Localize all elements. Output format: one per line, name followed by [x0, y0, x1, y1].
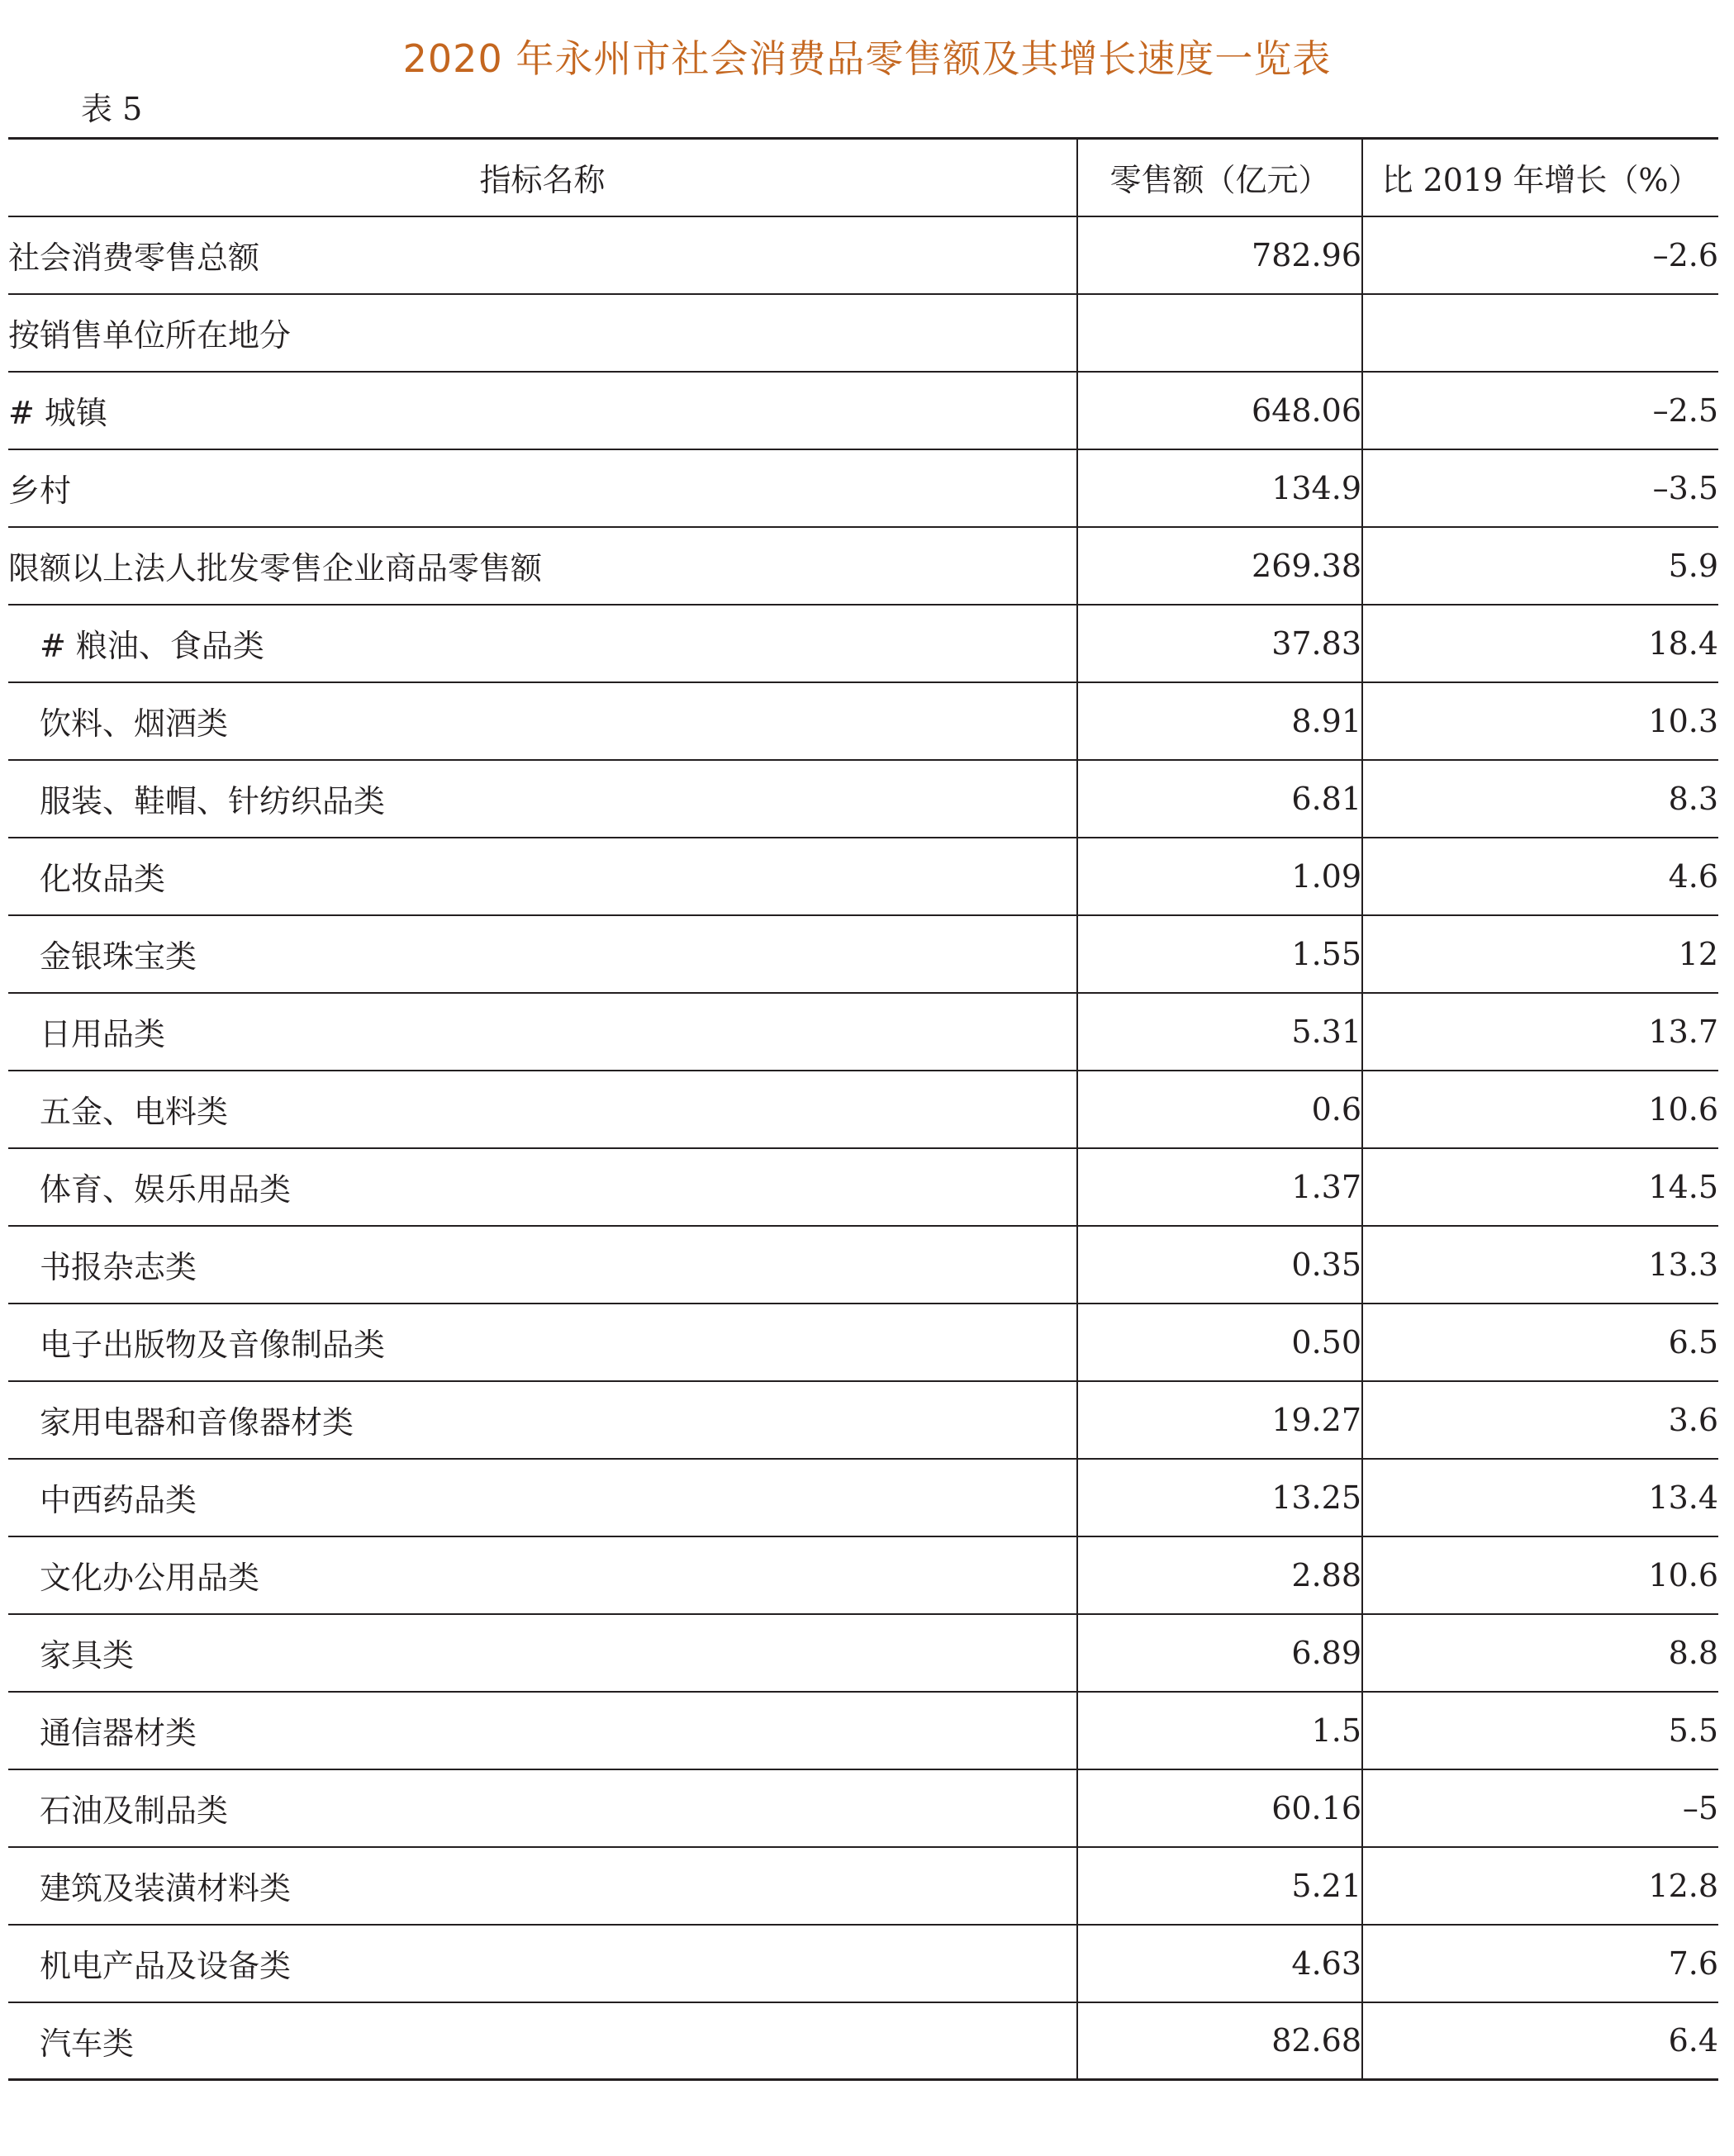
row-growth: 14.5: [1362, 1148, 1718, 1226]
row-retail: 82.68: [1077, 2002, 1362, 2080]
row-retail: 5.21: [1077, 1847, 1362, 1925]
row-name: 石油及制品类: [8, 1769, 1077, 1847]
row-name: # 城镇: [8, 372, 1077, 449]
row-growth: 7.6: [1362, 1925, 1718, 2002]
row-retail: 1.5: [1077, 1692, 1362, 1769]
row-name: 家具类: [8, 1614, 1077, 1692]
row-name: # 粮油、食品类: [8, 605, 1077, 682]
table-row: [8, 527, 1718, 605]
table-row: [8, 372, 1718, 449]
row-growth: 8.3: [1362, 760, 1718, 838]
row-growth: –2.6: [1362, 216, 1718, 294]
row-retail: 1.37: [1077, 1148, 1362, 1226]
header-indicator-name: 指标名称: [8, 139, 1077, 216]
table-row: [8, 682, 1718, 760]
row-retail: 5.31: [1077, 993, 1362, 1071]
row-growth: 4.6: [1362, 838, 1718, 915]
row-retail: 269.38: [1077, 527, 1362, 605]
row-growth: 5.9: [1362, 527, 1718, 605]
row-retail: 0.50: [1077, 1304, 1362, 1381]
row-name: 中西药品类: [8, 1459, 1077, 1536]
table-row: [8, 838, 1718, 915]
table-row: [8, 1692, 1718, 1769]
row-name: 机电产品及设备类: [8, 1925, 1077, 2002]
row-growth: 10.6: [1362, 1071, 1718, 1148]
header-growth-rate: 比 2019 年增长（%）: [1362, 139, 1718, 216]
row-growth: 10.6: [1362, 1536, 1718, 1614]
row-retail: 60.16: [1077, 1769, 1362, 1847]
row-name: 书报杂志类: [8, 1226, 1077, 1304]
row-retail: 782.96: [1077, 216, 1362, 294]
row-name: 家用电器和音像器材类: [8, 1381, 1077, 1459]
row-growth: 6.4: [1362, 2002, 1718, 2080]
row-growth: [1362, 294, 1718, 372]
row-name: 社会消费零售总额: [8, 216, 1077, 294]
row-growth: 10.3: [1362, 682, 1718, 760]
row-retail: 8.91: [1077, 682, 1362, 760]
row-retail: 13.25: [1077, 1459, 1362, 1536]
row-name: 日用品类: [8, 993, 1077, 1071]
row-name: 饮料、烟酒类: [8, 682, 1077, 760]
row-retail: [1077, 294, 1362, 372]
row-name: 按销售单位所在地分: [8, 294, 1077, 372]
row-growth: 12.8: [1362, 1847, 1718, 1925]
row-retail: 648.06: [1077, 372, 1362, 449]
retail-sales-table: [8, 137, 1718, 2081]
page-title: 2020 年永州市社会消费品零售额及其增长速度一览表: [402, 36, 1332, 81]
row-growth: 18.4: [1362, 605, 1718, 682]
row-name: 五金、电料类: [8, 1071, 1077, 1148]
table-label: 表 5: [81, 91, 143, 127]
row-growth: 6.5: [1362, 1304, 1718, 1381]
table-row: [8, 1459, 1718, 1536]
row-name: 乡村: [8, 449, 1077, 527]
row-growth: 12: [1362, 915, 1718, 993]
table-row: [8, 294, 1718, 372]
table-row: [8, 216, 1718, 294]
row-name: 限额以上法人批发零售企业商品零售额: [8, 527, 1077, 605]
row-retail: 0.6: [1077, 1071, 1362, 1148]
table-row: [8, 1614, 1718, 1692]
row-growth: 3.6: [1362, 1381, 1718, 1459]
row-growth: –3.5: [1362, 449, 1718, 527]
row-name: 化妆品类: [8, 838, 1077, 915]
row-retail: 1.55: [1077, 915, 1362, 993]
row-retail: 0.35: [1077, 1226, 1362, 1304]
table-row: [8, 993, 1718, 1071]
table-row: [8, 1925, 1718, 2002]
row-retail: 1.09: [1077, 838, 1362, 915]
row-growth: –2.5: [1362, 372, 1718, 449]
row-name: 汽车类: [8, 2002, 1077, 2080]
row-retail: 37.83: [1077, 605, 1362, 682]
table-row: [8, 1847, 1718, 1925]
table-row: [8, 1769, 1718, 1847]
table-row: [8, 2002, 1718, 2080]
row-retail: 2.88: [1077, 1536, 1362, 1614]
row-retail: 6.81: [1077, 760, 1362, 838]
table-row: [8, 1148, 1718, 1226]
row-growth: 8.8: [1362, 1614, 1718, 1692]
table-header-row: [8, 139, 1718, 216]
table-row: [8, 1071, 1718, 1148]
row-growth: 13.3: [1362, 1226, 1718, 1304]
table-row: [8, 760, 1718, 838]
table-row: [8, 915, 1718, 993]
row-retail: 19.27: [1077, 1381, 1362, 1459]
table-row: [8, 1304, 1718, 1381]
row-growth: 5.5: [1362, 1692, 1718, 1769]
row-name: 通信器材类: [8, 1692, 1077, 1769]
row-name: 文化办公用品类: [8, 1536, 1077, 1614]
table-row: [8, 605, 1718, 682]
table-row: [8, 1536, 1718, 1614]
row-name: 电子出版物及音像制品类: [8, 1304, 1077, 1381]
table-row: [8, 1381, 1718, 1459]
table-row: [8, 1226, 1718, 1304]
row-retail: 4.63: [1077, 1925, 1362, 2002]
row-retail: 6.89: [1077, 1614, 1362, 1692]
table-row: [8, 449, 1718, 527]
row-growth: 13.4: [1362, 1459, 1718, 1536]
row-name: 建筑及装潢材料类: [8, 1847, 1077, 1925]
row-name: 金银珠宝类: [8, 915, 1077, 993]
header-retail-amount: 零售额（亿元）: [1077, 139, 1362, 216]
row-growth: –5: [1362, 1769, 1718, 1847]
row-retail: 134.9: [1077, 449, 1362, 527]
row-growth: 13.7: [1362, 993, 1718, 1071]
row-name: 服装、鞋帽、针纺织品类: [8, 760, 1077, 838]
row-name: 体育、娱乐用品类: [8, 1148, 1077, 1226]
